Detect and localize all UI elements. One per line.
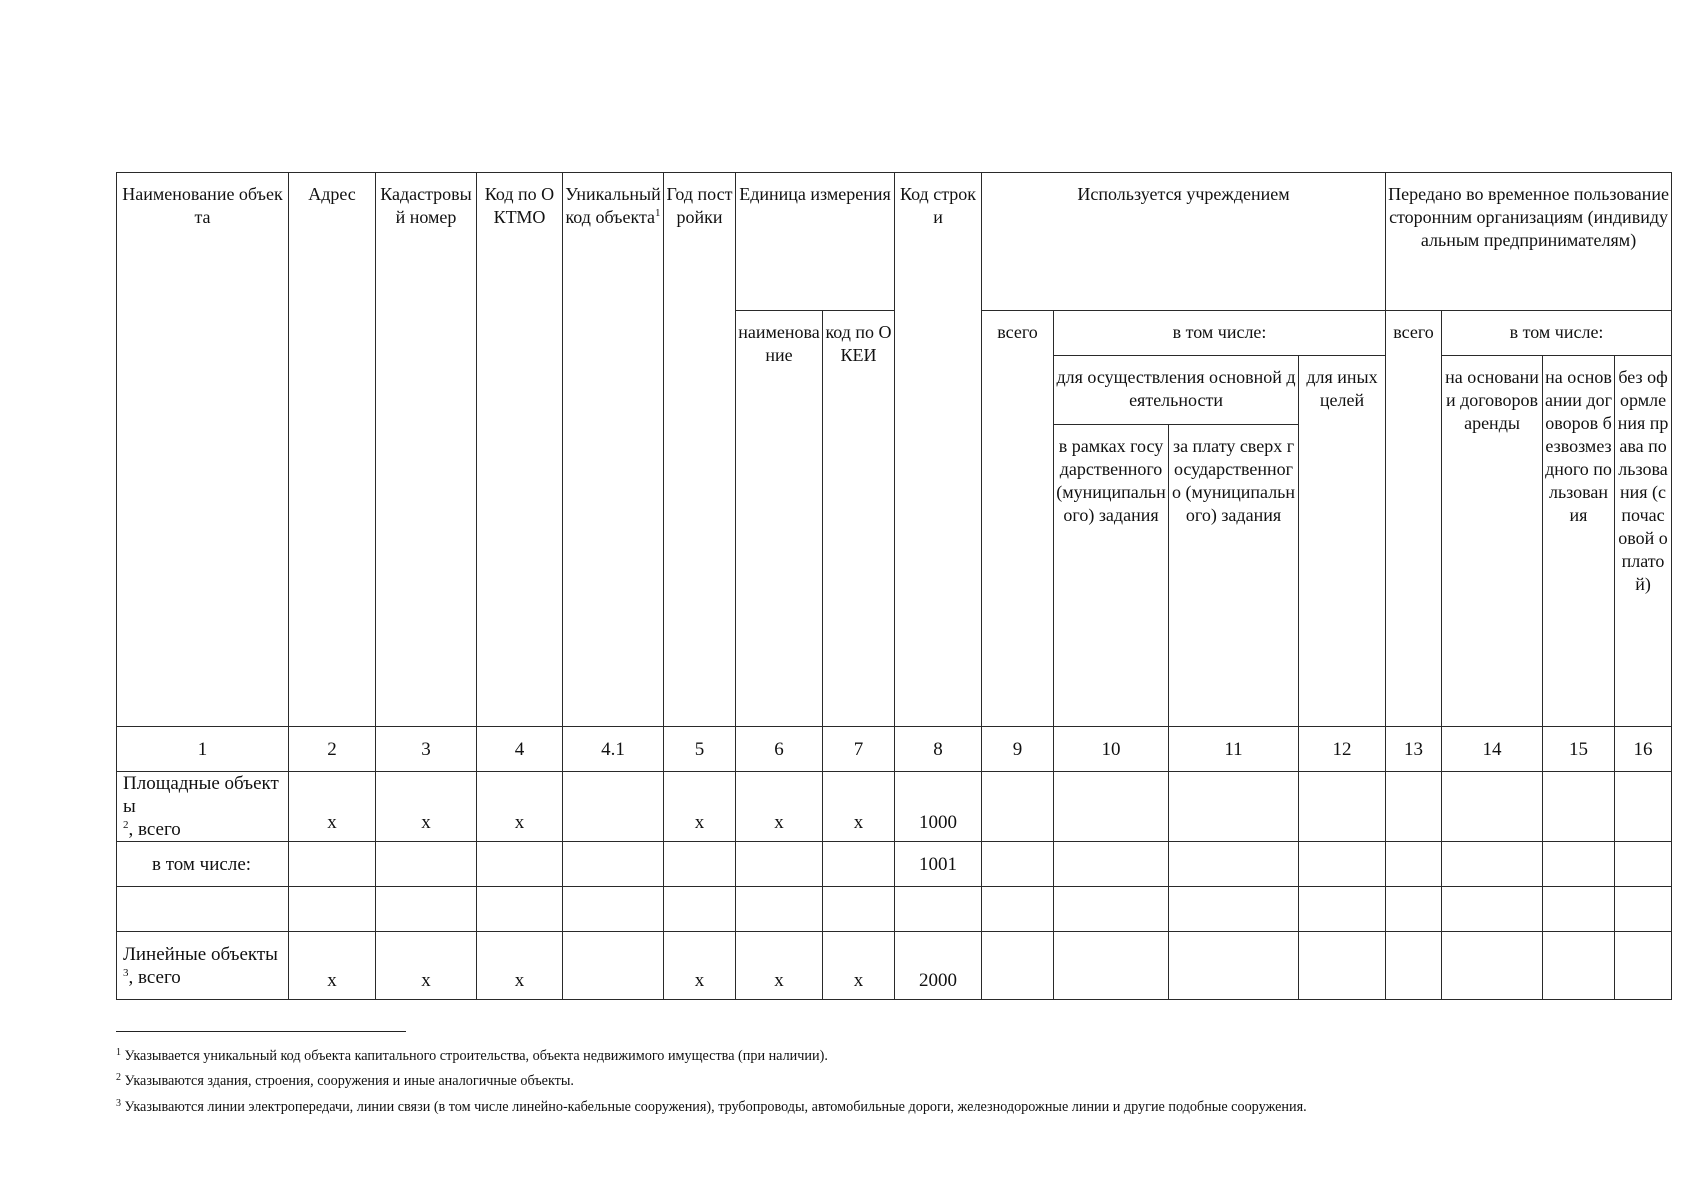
cell-empty — [376, 842, 477, 887]
cell-empty — [1442, 772, 1543, 842]
col-number: 2 — [289, 727, 376, 772]
cell-unique-code — [563, 772, 664, 842]
cell-empty — [1299, 842, 1386, 887]
header-main-activity: для осуществления основной деятельности — [1054, 356, 1299, 425]
table-row-blank — [117, 887, 1672, 932]
cell-line-code — [895, 887, 982, 932]
footnote-ref-2: 2 — [123, 819, 129, 831]
footnote-number: 1 — [116, 1047, 121, 1058]
header-used-incl: в том числе: — [1054, 311, 1386, 356]
cell-address: x — [289, 772, 376, 842]
row-name-text: Площадные объекты — [123, 773, 279, 817]
header-transferred-incl: в том числе: — [1442, 311, 1672, 356]
cell-empty — [1442, 842, 1543, 887]
header-used: Используется учреждением — [982, 173, 1386, 311]
col-number: 16 — [1615, 727, 1672, 772]
cell-empty — [1386, 772, 1442, 842]
cell-empty — [1543, 887, 1615, 932]
cell-empty — [982, 842, 1054, 887]
header-no-docs: без оформления права пользования (с почасовой оплатой) — [1615, 356, 1672, 727]
header-row-1 — [117, 173, 1672, 311]
row-name-suffix: , всего — [128, 966, 181, 988]
cell-empty — [1054, 842, 1169, 887]
footnote-text: Указываются линии электропередачи, линии связи (в том числе линейно-кабельные сооружения), трубопроводы, автомобильные дороги, железнодорожные линии и другие подобные сооружения. — [124, 1099, 1307, 1115]
header-free-use: на основании договоров безвозмездного пользования — [1543, 356, 1615, 727]
header-transferred-total: всего — [1386, 311, 1442, 727]
cell-empty — [1169, 772, 1299, 842]
cell-empty — [1169, 932, 1299, 1000]
cell-empty — [477, 887, 563, 932]
footnote — [116, 1073, 574, 1090]
property-table — [116, 172, 1672, 1000]
header-unit: Единица измерения — [736, 173, 895, 311]
col-number: 7 — [823, 727, 895, 772]
cell-oktmo: x — [477, 772, 563, 842]
cell-empty — [982, 772, 1054, 842]
col-number: 6 — [736, 727, 823, 772]
header-year: Год постройки — [664, 173, 736, 727]
cell-address: x — [289, 932, 376, 1000]
cell-empty — [982, 887, 1054, 932]
footnote-text: Указывается уникальный код объекта капитального строительства, объекта недвижимого имущества (при наличии). — [124, 1048, 828, 1064]
footnote-ref-1: 1 — [655, 207, 661, 219]
row-name — [117, 932, 289, 1000]
col-number: 15 — [1543, 727, 1615, 772]
header-state-task: в рамках государственного (муниципального) задания — [1054, 425, 1169, 727]
col-number: 13 — [1386, 727, 1442, 772]
header-lease: на основании договоров аренды — [1442, 356, 1543, 727]
row-name — [117, 772, 289, 842]
col-number: 11 — [1169, 727, 1299, 772]
col-number: 10 — [1054, 727, 1169, 772]
header-unique-code — [563, 173, 664, 727]
header-used-total: всего — [982, 311, 1054, 727]
cell-unit-okei: x — [823, 772, 895, 842]
header-unit-name: наименование — [736, 311, 823, 727]
table-row-including — [117, 842, 1672, 887]
cell-empty — [1169, 842, 1299, 887]
cell-year: x — [664, 932, 736, 1000]
footnote — [116, 1048, 828, 1065]
col-number: 14 — [1442, 727, 1543, 772]
cell-empty — [664, 887, 736, 932]
cell-empty — [1054, 932, 1169, 1000]
cell-empty — [1299, 932, 1386, 1000]
table-row-area-objects — [117, 772, 1672, 842]
cell-unique-code — [563, 932, 664, 1000]
cell-empty — [1054, 887, 1169, 932]
cell-year: x — [664, 772, 736, 842]
cell-unit-name: x — [736, 772, 823, 842]
row-name — [117, 887, 289, 932]
cell-empty — [1054, 772, 1169, 842]
cell-empty — [289, 842, 376, 887]
row-name: в том числе: — [117, 842, 289, 887]
col-number: 4 — [477, 727, 563, 772]
cell-line-code: 1001 — [895, 842, 982, 887]
cell-empty — [563, 842, 664, 887]
cell-empty — [1615, 772, 1672, 842]
cell-empty — [1615, 887, 1672, 932]
cell-empty — [1442, 932, 1543, 1000]
cell-cadastral: x — [376, 932, 477, 1000]
cell-empty — [1615, 932, 1672, 1000]
footnote-text: Указываются здания, строения, сооружения и иные аналогичные объекты. — [124, 1073, 574, 1089]
cell-empty — [1442, 887, 1543, 932]
column-numbers-row — [117, 727, 1672, 772]
cell-empty — [664, 842, 736, 887]
cell-empty — [563, 887, 664, 932]
footnote — [116, 1099, 1307, 1116]
cell-empty — [289, 887, 376, 932]
cell-line-code: 2000 — [895, 932, 982, 1000]
col-number: 8 — [895, 727, 982, 772]
row-name-text: Линейные объекты — [123, 943, 278, 965]
cell-empty — [376, 887, 477, 932]
footnote-number: 3 — [116, 1098, 121, 1109]
footnote-number: 2 — [116, 1072, 121, 1083]
header-unique-code-text: Уникальный код объекта — [565, 184, 661, 227]
header-line-code: Код строки — [895, 173, 982, 727]
header-cadastral: Кадастровый номер — [376, 173, 477, 727]
col-number: 12 — [1299, 727, 1386, 772]
cell-empty — [982, 932, 1054, 1000]
cell-empty — [1543, 932, 1615, 1000]
row-name-suffix: , всего — [128, 819, 181, 840]
header-paid: за плату сверх государственного (муниципального) задания — [1169, 425, 1299, 727]
header-transferred: Передано во временное пользование сторонним организациям (индивидуальным предпринимателям) — [1386, 173, 1672, 311]
header-other-purposes: для иных целей — [1299, 356, 1386, 727]
footnote-ref-3: 3 — [123, 966, 129, 979]
cell-oktmo: x — [477, 932, 563, 1000]
cell-empty — [1615, 842, 1672, 887]
header-address: Адрес — [289, 173, 376, 727]
footnote-separator — [116, 1031, 406, 1032]
col-number: 5 — [664, 727, 736, 772]
cell-empty — [736, 842, 823, 887]
cell-empty — [1543, 772, 1615, 842]
cell-empty — [823, 887, 895, 932]
cell-empty — [1169, 887, 1299, 932]
col-number: 9 — [982, 727, 1054, 772]
cell-empty — [1543, 842, 1615, 887]
col-number: 4.1 — [563, 727, 664, 772]
table-row-linear-objects — [117, 932, 1672, 1000]
header-name: Наименование объекта — [117, 173, 289, 727]
cell-empty — [823, 842, 895, 887]
header-unit-okei: код по ОКЕИ — [823, 311, 895, 727]
header-oktmo: Код по ОКТМО — [477, 173, 563, 727]
cell-empty — [1299, 772, 1386, 842]
cell-empty — [1386, 842, 1442, 887]
cell-empty — [1386, 932, 1442, 1000]
cell-unit-name: x — [736, 932, 823, 1000]
col-number: 1 — [117, 727, 289, 772]
cell-unit-okei: x — [823, 932, 895, 1000]
cell-empty — [477, 842, 563, 887]
col-number: 3 — [376, 727, 477, 772]
cell-empty — [1386, 887, 1442, 932]
cell-empty — [736, 887, 823, 932]
cell-line-code: 1000 — [895, 772, 982, 842]
cell-cadastral: x — [376, 772, 477, 842]
cell-empty — [1299, 887, 1386, 932]
